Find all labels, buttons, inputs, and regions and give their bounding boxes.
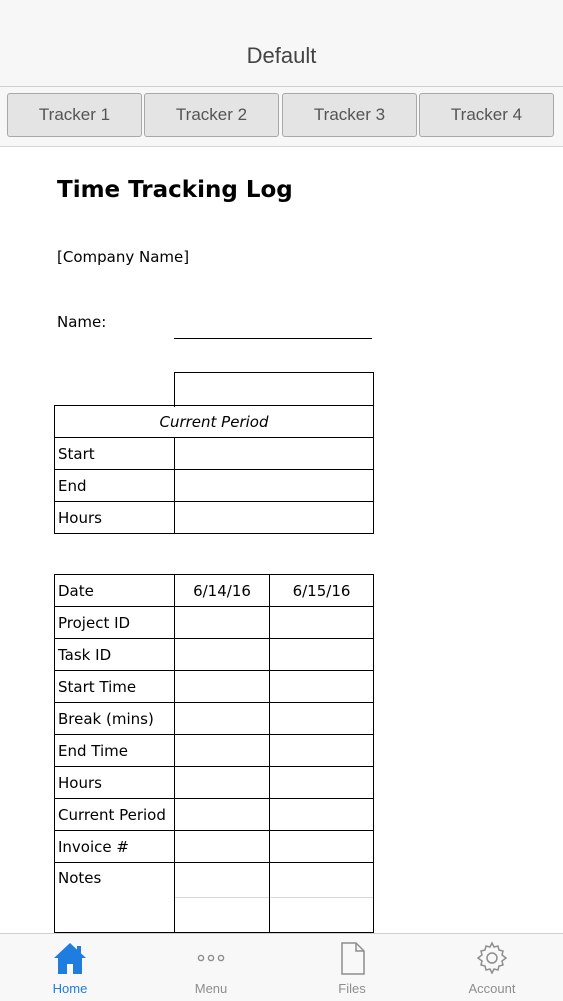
tracker-4-tab[interactable]: Tracker 4 [419,93,554,137]
date-label: Date [55,575,175,607]
table-cell [270,639,374,671]
table-row [55,767,374,799]
table-row [55,438,374,470]
current-period-table [54,405,374,534]
tab-label: Menu [194,981,228,996]
tab-label: Files [338,981,366,996]
table-cell [270,799,374,831]
table-cell [175,831,270,863]
row-label: Notes [55,863,175,933]
table-cell [175,607,270,639]
company-name: [Company Name] [57,248,190,266]
tab-menu[interactable] [141,934,281,1001]
bottom-tab-bar [0,933,563,1001]
tab-files[interactable] [282,934,422,1001]
navigation-bar [0,0,563,87]
more-dots-icon [193,941,229,975]
table-row [55,831,374,863]
table-cell [175,470,374,502]
table-cell [175,863,270,933]
current-period-header: Current Period [55,406,374,438]
table-row [55,575,374,607]
row-label: Break (mins) [55,703,175,735]
tab-home[interactable] [0,934,140,1001]
row-label: Start [55,438,175,470]
table-cell [175,502,374,534]
table-cell [175,703,270,735]
table-cell [175,639,270,671]
tracker-3-tab[interactable]: Tracker 3 [282,93,417,137]
nav-title: Default [246,43,317,68]
table-row [55,406,374,438]
date-cell: 6/14/16 [175,575,270,607]
table-row [55,863,374,933]
tab-label: Account [468,981,516,996]
tracker-2-tab[interactable]: Tracker 2 [144,93,279,137]
table-row [55,703,374,735]
file-icon [334,941,370,975]
table-row [55,607,374,639]
name-field-line [174,338,372,339]
row-label: Hours [55,502,175,534]
table-cell [270,863,374,933]
name-label: Name: [57,313,107,331]
table-row [55,470,374,502]
tracker-1-tab[interactable]: Tracker 1 [7,93,142,137]
tab-label: Home [52,981,88,996]
row-label: Invoice # [55,831,175,863]
tracker-segment-bar [0,87,563,147]
row-label: Task ID [55,639,175,671]
table-cell [175,438,374,470]
cell-divider [270,863,373,898]
home-icon [52,941,88,975]
date-cell: 6/15/16 [270,575,374,607]
table-row [55,735,374,767]
table-cell [270,735,374,767]
table-cell [175,767,270,799]
cell-divider [175,863,269,898]
table-cell [175,671,270,703]
document-view[interactable] [0,147,563,933]
row-label: End [55,470,175,502]
row-label: Project ID [55,607,175,639]
table-cell [270,607,374,639]
time-log-table [54,574,374,933]
table-cell [175,735,270,767]
table-cell [270,671,374,703]
table-row [55,639,374,671]
table-row [55,502,374,534]
table-cell [175,799,270,831]
table-row [55,671,374,703]
table-cell [270,703,374,735]
tab-account[interactable] [422,934,562,1001]
row-label: Current Period [55,799,175,831]
row-label: Start Time [55,671,175,703]
period-header-box [174,372,374,407]
row-label: Hours [55,767,175,799]
table-row [55,799,374,831]
table-cell [270,767,374,799]
row-label: End Time [55,735,175,767]
document-title: Time Tracking Log [57,177,293,203]
gear-icon [474,941,510,975]
table-cell [270,831,374,863]
